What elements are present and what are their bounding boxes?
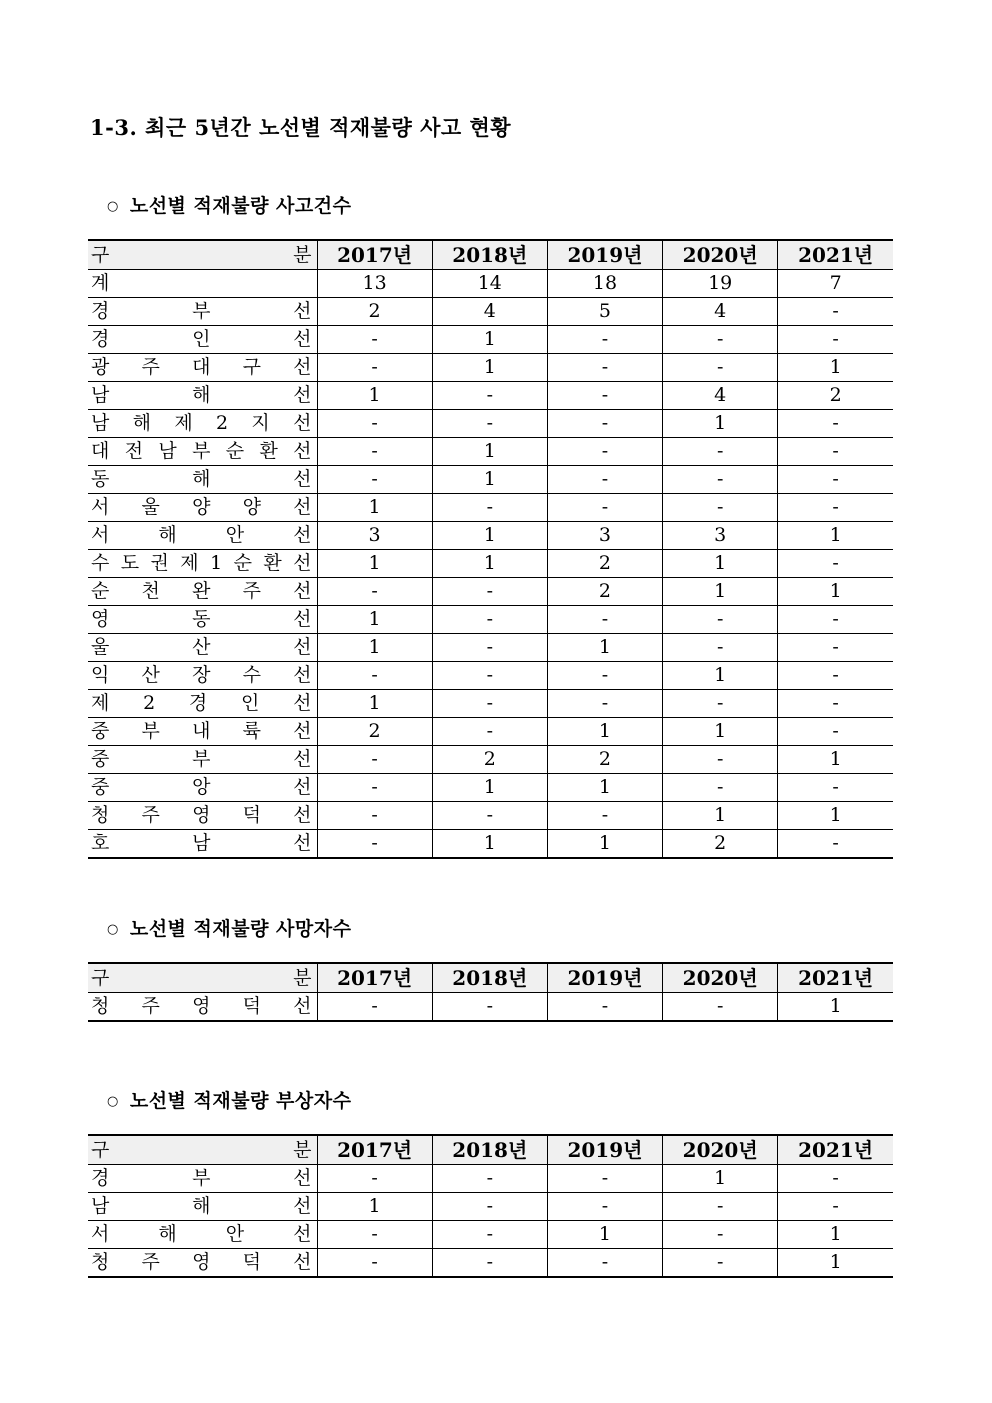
value-cell: 1: [432, 774, 547, 802]
value-cell: -: [432, 1221, 547, 1249]
value-cell: -: [778, 830, 893, 859]
value-cell: -: [432, 606, 547, 634]
value-cell: 3: [317, 522, 432, 550]
year-header-cell: 2017년: [317, 963, 432, 993]
value-cell: -: [317, 326, 432, 354]
value-cell: 1: [432, 830, 547, 859]
value-cell: -: [547, 354, 662, 382]
value-cell: 1: [663, 718, 778, 746]
year-header-cell: 2021년: [778, 963, 893, 993]
value-cell: 1: [432, 550, 547, 578]
value-cell: 1: [432, 466, 547, 494]
value-cell: -: [547, 466, 662, 494]
table-row: [88, 410, 893, 438]
value-cell: -: [432, 578, 547, 606]
value-cell: -: [432, 1249, 547, 1278]
value-cell: 1: [778, 354, 893, 382]
value-cell: 1: [663, 410, 778, 438]
table-row: [88, 550, 893, 578]
value-cell: 1: [778, 993, 893, 1022]
value-cell: -: [663, 690, 778, 718]
table-row: [88, 270, 893, 298]
section-heading-text: 노선별 적재불량 사고건수: [129, 195, 352, 217]
value-cell: 1: [778, 522, 893, 550]
value-cell: -: [547, 1249, 662, 1278]
row-label-cell: 중 앙 선: [91, 776, 312, 798]
value-cell: -: [663, 1193, 778, 1221]
value-cell: 19: [663, 270, 778, 298]
value-cell: -: [317, 1249, 432, 1278]
value-cell: 1: [317, 634, 432, 662]
row-label-cell: 호 남 선: [91, 832, 312, 854]
value-cell: 2: [317, 298, 432, 326]
row-label-cell: 서 해 안 선: [91, 524, 312, 546]
value-cell: -: [547, 494, 662, 522]
table-row: [88, 718, 893, 746]
value-cell: 2: [778, 382, 893, 410]
value-cell: -: [778, 634, 893, 662]
report-section: [88, 191, 893, 859]
value-cell: -: [778, 718, 893, 746]
value-cell: -: [663, 746, 778, 774]
value-cell: -: [432, 802, 547, 830]
row-label-cell: 서 해 안 선: [91, 1223, 312, 1245]
row-label-cell: 남 해 선: [91, 384, 312, 406]
table-body: [88, 993, 893, 1022]
value-cell: -: [547, 438, 662, 466]
value-cell: 1: [778, 1249, 893, 1278]
value-cell: 2: [547, 746, 662, 774]
table-row: [88, 1193, 893, 1221]
table-header-row: [88, 963, 893, 993]
value-cell: 1: [432, 354, 547, 382]
value-cell: -: [663, 634, 778, 662]
table-row: [88, 1249, 893, 1278]
value-cell: 1: [778, 802, 893, 830]
year-header-cell: 2021년: [778, 1135, 893, 1165]
value-cell: 2: [432, 746, 547, 774]
section-heading-text: 노선별 적재불량 부상자수: [129, 1090, 352, 1112]
table-row: [88, 438, 893, 466]
value-cell: -: [317, 1165, 432, 1193]
value-cell: -: [663, 993, 778, 1022]
value-cell: -: [317, 410, 432, 438]
value-cell: 1: [547, 774, 662, 802]
value-cell: 14: [432, 270, 547, 298]
value-cell: 5: [547, 298, 662, 326]
value-cell: 1: [663, 662, 778, 690]
table-body: [88, 270, 893, 859]
table-row: [88, 774, 893, 802]
value-cell: -: [317, 802, 432, 830]
value-cell: -: [547, 326, 662, 354]
value-cell: -: [432, 494, 547, 522]
value-cell: -: [778, 774, 893, 802]
table-row: [88, 606, 893, 634]
table-row: [88, 1165, 893, 1193]
value-cell: -: [778, 438, 893, 466]
value-cell: -: [432, 662, 547, 690]
value-cell: -: [663, 1249, 778, 1278]
value-cell: -: [547, 993, 662, 1022]
row-label-cell: 동 해 선: [91, 468, 312, 490]
data-table: [88, 962, 893, 1022]
value-cell: -: [317, 578, 432, 606]
circle-bullet-icon: ○: [107, 922, 119, 937]
data-table: [88, 239, 893, 859]
table-row: [88, 298, 893, 326]
value-cell: -: [317, 1221, 432, 1249]
value-cell: -: [547, 382, 662, 410]
row-label-cell: 익 산 장 수 선: [91, 664, 312, 686]
value-cell: 13: [317, 270, 432, 298]
value-cell: 1: [317, 494, 432, 522]
value-cell: 3: [663, 522, 778, 550]
table-row: [88, 830, 893, 859]
value-cell: 1: [778, 1221, 893, 1249]
data-table: [88, 1134, 893, 1278]
value-cell: 1: [547, 830, 662, 859]
table-row: [88, 578, 893, 606]
circle-bullet-icon: ○: [107, 199, 119, 214]
row-label-cell: 대 전 남 부 순 환 선: [91, 440, 312, 462]
value-cell: -: [547, 662, 662, 690]
value-cell: -: [547, 802, 662, 830]
value-cell: -: [317, 662, 432, 690]
table-row: [88, 466, 893, 494]
value-cell: -: [663, 354, 778, 382]
value-cell: -: [663, 466, 778, 494]
value-cell: 1: [547, 634, 662, 662]
year-header-cell: 2017년: [317, 240, 432, 270]
value-cell: 1: [432, 326, 547, 354]
value-cell: -: [317, 993, 432, 1022]
value-cell: -: [432, 1165, 547, 1193]
row-label-cell: 중 부 선: [91, 748, 312, 770]
table-row: [88, 382, 893, 410]
value-cell: -: [778, 1193, 893, 1221]
row-label-cell: 경 부 선: [91, 300, 312, 322]
gubun-header-cell: 구 분: [88, 963, 317, 993]
row-label-cell: 청 주 영 덕 선: [91, 1251, 312, 1273]
value-cell: -: [317, 466, 432, 494]
value-cell: -: [432, 1193, 547, 1221]
value-cell: 4: [663, 298, 778, 326]
value-cell: -: [317, 774, 432, 802]
year-header-cell: 2019년: [547, 963, 662, 993]
row-label-cell: 남 해 선: [91, 1195, 312, 1217]
value-cell: -: [663, 438, 778, 466]
value-cell: -: [547, 1193, 662, 1221]
row-label-cell: 광 주 대 구 선: [91, 356, 312, 378]
value-cell: 1: [317, 550, 432, 578]
section-heading: [107, 914, 893, 941]
value-cell: 1: [663, 578, 778, 606]
page-title: 1-3. 최근 5년간 노선별 적재불량 사고 현황: [90, 115, 512, 140]
value-cell: 1: [778, 746, 893, 774]
value-cell: -: [778, 298, 893, 326]
value-cell: -: [432, 993, 547, 1022]
year-header-cell: 2019년: [547, 1135, 662, 1165]
value-cell: -: [778, 550, 893, 578]
value-cell: -: [778, 494, 893, 522]
value-cell: 1: [317, 690, 432, 718]
table-row: [88, 690, 893, 718]
value-cell: -: [778, 326, 893, 354]
row-label-cell: 남 해 제 2 지 선: [91, 412, 312, 434]
value-cell: 1: [317, 606, 432, 634]
table-row: [88, 354, 893, 382]
value-cell: 2: [663, 830, 778, 859]
table-row: [88, 802, 893, 830]
year-header-cell: 2020년: [663, 240, 778, 270]
value-cell: 1: [547, 1221, 662, 1249]
value-cell: -: [663, 326, 778, 354]
row-label-cell: 중 부 내 륙 선: [91, 720, 312, 742]
table-row: [88, 494, 893, 522]
year-header-cell: 2020년: [663, 963, 778, 993]
value-cell: 18: [547, 270, 662, 298]
value-cell: -: [547, 606, 662, 634]
row-label-cell: 수 도 권 제 1 순 환 선: [91, 552, 312, 574]
gubun-header-cell: 구 분: [88, 240, 317, 270]
value-cell: -: [778, 466, 893, 494]
year-header-cell: 2021년: [778, 240, 893, 270]
value-cell: -: [317, 830, 432, 859]
value-cell: 1: [432, 522, 547, 550]
row-label-cell: 울 산 선: [91, 636, 312, 658]
value-cell: 2: [547, 578, 662, 606]
value-cell: -: [778, 662, 893, 690]
value-cell: -: [778, 690, 893, 718]
section-heading-text: 노선별 적재불량 사망자수: [129, 918, 352, 940]
table-row: [88, 662, 893, 690]
value-cell: 1: [317, 382, 432, 410]
sections-container: [88, 191, 893, 1278]
row-label-cell: 계: [91, 272, 110, 294]
year-header-cell: 2020년: [663, 1135, 778, 1165]
section-heading: [107, 191, 893, 218]
value-cell: -: [778, 1165, 893, 1193]
value-cell: 3: [547, 522, 662, 550]
value-cell: -: [663, 774, 778, 802]
value-cell: 7: [778, 270, 893, 298]
report-section: [88, 1086, 893, 1278]
table-row: [88, 634, 893, 662]
value-cell: -: [547, 410, 662, 438]
value-cell: -: [778, 410, 893, 438]
value-cell: 1: [317, 1193, 432, 1221]
section-heading: [107, 1086, 893, 1113]
table-row: [88, 326, 893, 354]
value-cell: -: [432, 382, 547, 410]
value-cell: -: [432, 718, 547, 746]
value-cell: 2: [317, 718, 432, 746]
table-row: [88, 1221, 893, 1249]
value-cell: -: [663, 606, 778, 634]
value-cell: 1: [663, 802, 778, 830]
value-cell: -: [317, 746, 432, 774]
table-header-row: [88, 240, 893, 270]
gubun-header-cell: 구 분: [88, 1135, 317, 1165]
year-header-cell: 2017년: [317, 1135, 432, 1165]
report-section: [88, 914, 893, 1022]
row-label-cell: 제 2 경 인 선: [91, 692, 312, 714]
value-cell: 4: [432, 298, 547, 326]
circle-bullet-icon: ○: [107, 1094, 119, 1109]
year-header-cell: 2019년: [547, 240, 662, 270]
row-label-cell: 청 주 영 덕 선: [91, 995, 312, 1017]
row-label-cell: 영 동 선: [91, 608, 312, 630]
year-header-cell: 2018년: [432, 1135, 547, 1165]
row-label-cell: 서 울 양 양 선: [91, 496, 312, 518]
value-cell: -: [317, 354, 432, 382]
value-cell: 2: [547, 550, 662, 578]
row-label-cell: 경 인 선: [91, 328, 312, 350]
value-cell: -: [432, 410, 547, 438]
value-cell: -: [317, 438, 432, 466]
table-row: [88, 746, 893, 774]
value-cell: 4: [663, 382, 778, 410]
value-cell: 1: [432, 438, 547, 466]
value-cell: 1: [663, 1165, 778, 1193]
year-header-cell: 2018년: [432, 240, 547, 270]
row-label-cell: 순 천 완 주 선: [91, 580, 312, 602]
value-cell: -: [663, 1221, 778, 1249]
value-cell: -: [547, 1165, 662, 1193]
value-cell: 1: [778, 578, 893, 606]
table-body: [88, 1165, 893, 1278]
year-header-cell: 2018년: [432, 963, 547, 993]
value-cell: -: [778, 606, 893, 634]
value-cell: -: [432, 634, 547, 662]
row-label-cell: 청 주 영 덕 선: [91, 804, 312, 826]
table-row: [88, 522, 893, 550]
row-label-cell: 경 부 선: [91, 1167, 312, 1189]
value-cell: -: [663, 494, 778, 522]
value-cell: -: [432, 690, 547, 718]
value-cell: 1: [663, 550, 778, 578]
table-header-row: [88, 1135, 893, 1165]
value-cell: 1: [547, 718, 662, 746]
value-cell: -: [547, 690, 662, 718]
table-row: [88, 993, 893, 1022]
